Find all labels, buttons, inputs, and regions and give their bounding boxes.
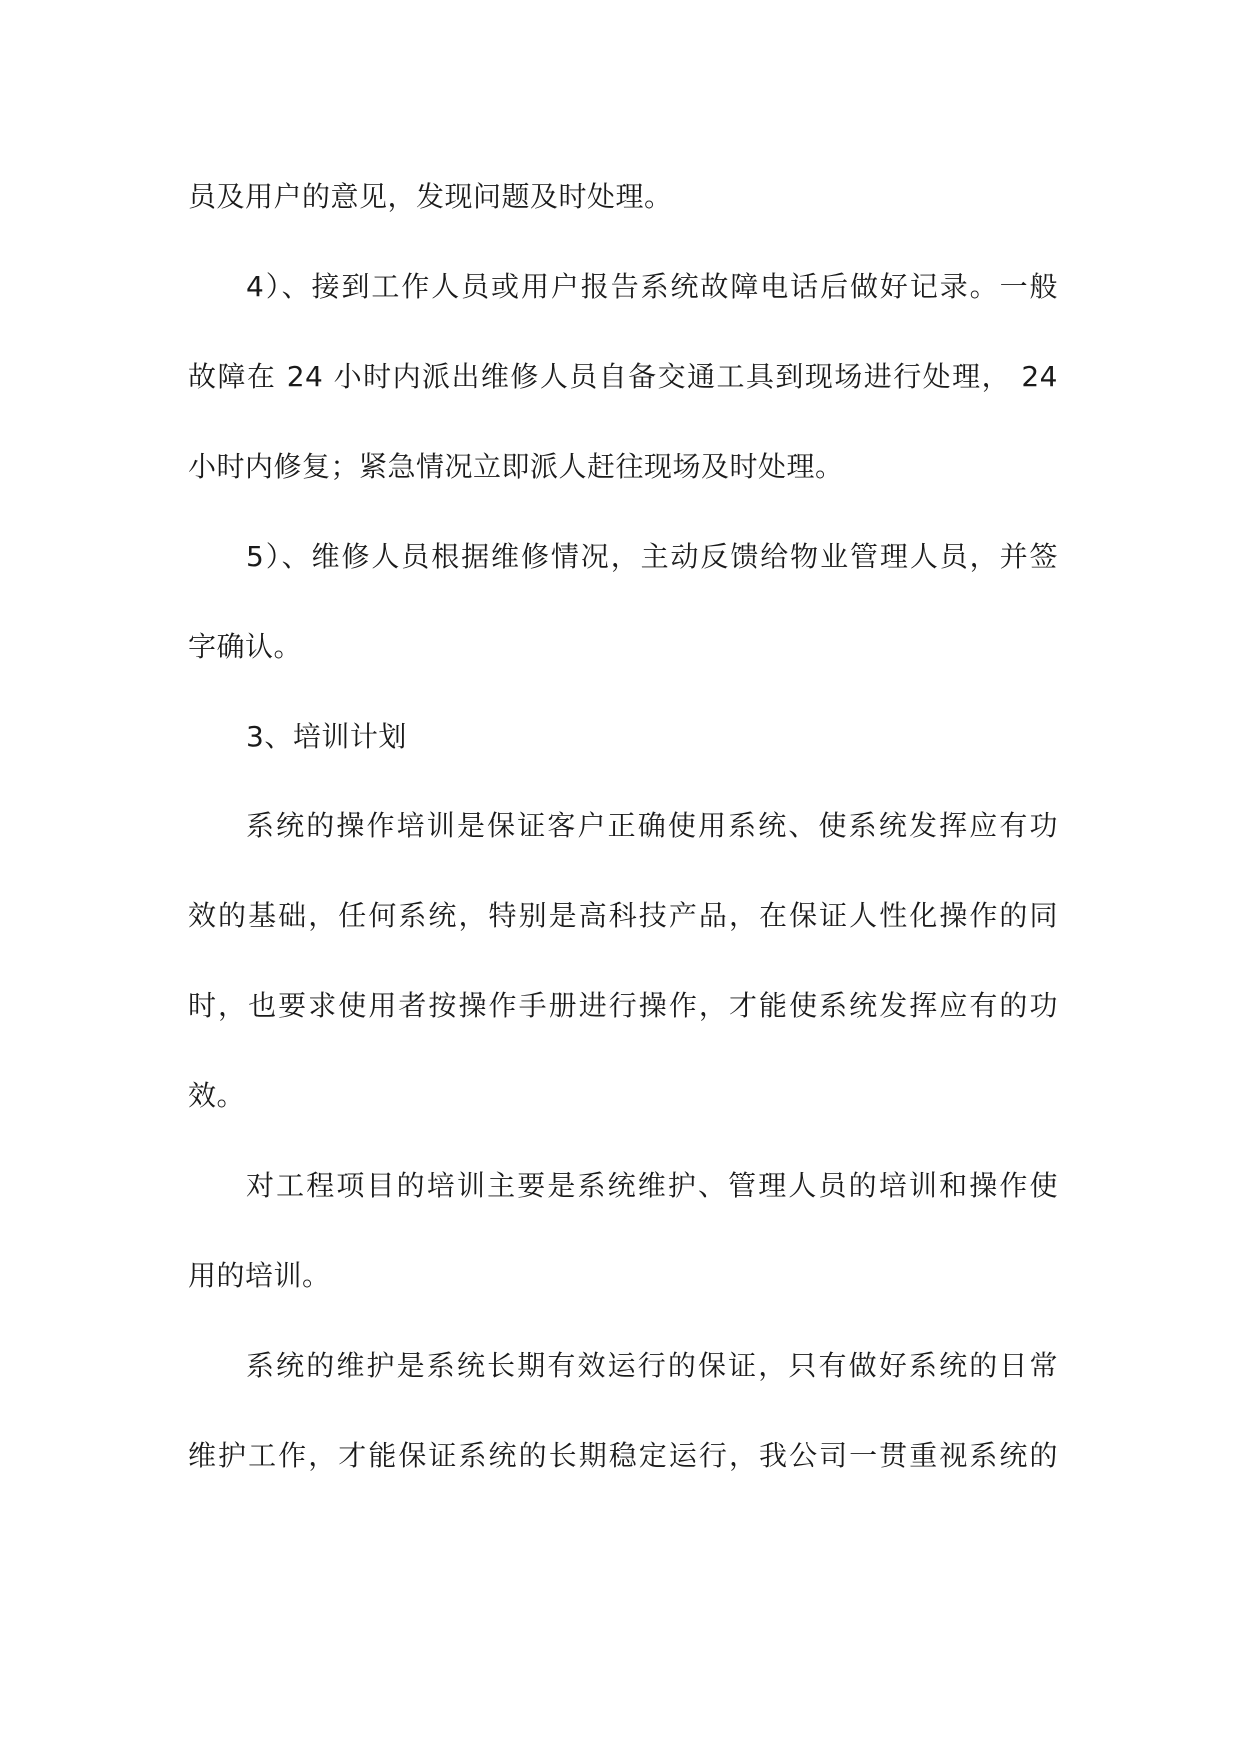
text-line: 5）、维修人员根据维修情况，主动反馈给物业管理人员，并签: [246, 540, 1058, 573]
text-line: 对工程项目的培训主要是系统维护、管理人员的培训和操作使: [246, 1169, 1058, 1202]
text-line: 效的基础，任何系统，特别是高科技产品，在保证人性化操作的同: [188, 899, 1058, 932]
text-line: 4）、接到工作人员或用户报告系统故障电话后做好记录。一般: [246, 270, 1058, 303]
text-line: 小时内修复；紧急情况立即派人赶往现场及时处理。: [188, 450, 844, 483]
text-line: 系统的操作培训是保证客户正确使用系统、使系统发挥应有功: [246, 809, 1058, 842]
text-line: 维护工作，才能保证系统的长期稳定运行，我公司一贯重视系统的: [188, 1439, 1058, 1472]
text-line: 时，也要求使用者按操作手册进行操作，才能使系统发挥应有的功: [188, 989, 1058, 1022]
text-line: 字确认。: [188, 630, 303, 663]
text-line: 系统的维护是系统长期有效运行的保证，只有做好系统的日常: [246, 1349, 1058, 1382]
section-heading: 3、培训计划: [246, 720, 407, 753]
text-line: 效。: [188, 1079, 246, 1112]
text-line: 用的培训。: [188, 1259, 331, 1292]
text-line: 员及用户的意见，发现问题及时处理。: [188, 180, 673, 213]
text-line: 故障在 24 小时内派出维修人员自备交通工具到现场进行处理， 24: [188, 360, 1058, 393]
